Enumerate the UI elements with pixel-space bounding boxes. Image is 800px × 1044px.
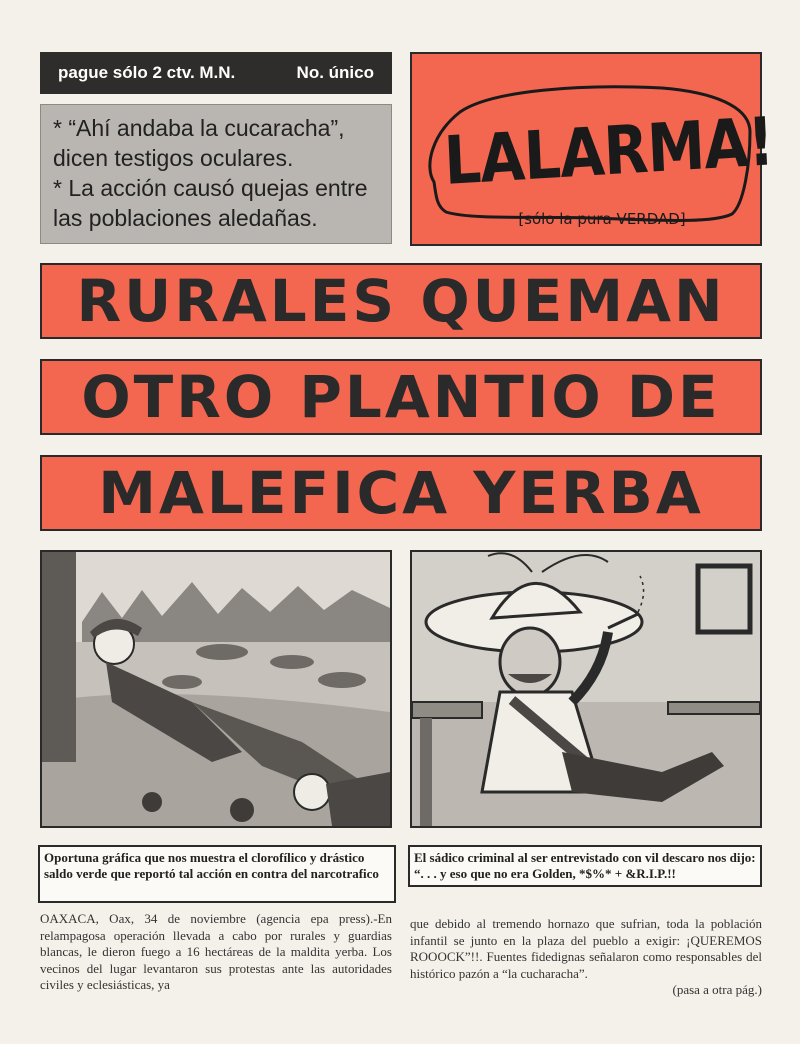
quote-line-2: dicen testigos oculares. [53,145,294,171]
illustration-burned-field [40,550,392,828]
quote-line-1: * “Ahí andaba la cucaracha”, [53,115,345,141]
headline-line-3: MALEFICA YERBA [40,455,762,531]
headline-line-1: RURALES QUEMAN [40,263,762,339]
price-bar [40,52,392,94]
caption-left: Oportuna gráfica que nos muestra el clorofílico y drástico saldo verde que reportó tal acción en contra del narcotrafico [38,845,396,903]
masthead [410,52,775,246]
article-column-right [410,916,762,999]
article-right-text: que debido al tremendo hornazo que sufrian, toda la población infantil se junto en la plaza del pueblo a exigir: ¡QUEREMOS ROOOCK”!!. Fuentes fidedignas señalaron como responsables del histórico pazón a “la cucharacha”. [410,916,762,981]
issue-number: No. único [296,63,374,82]
quote-line-3: * La acción causó quejas entre [53,175,368,201]
caption-right: El sádico criminal al ser entrevistado con vil descaro nos dijo: “. . . y eso que no era Golden, *$%* + &R.I.P.!! [408,845,762,887]
continued-note: (pasa a otra pág.) [672,982,762,997]
article-column-left: OAXACA, Oax, 34 de noviembre (agencia epa press).-En relampagosa operación llevada a cabo por rurales y guardias blancas, le dieron fuego a 16 hectáreas de la maldita yerba. Los vecinos del lugar levantaron sus protestas ante las autoridades civiles y eclesiásticas, ya [40,911,392,992]
illustration-cockroach-bandit [410,550,762,828]
logo: LALARMA! [442,102,775,201]
quote-line-4: las poblaciones aledañas. [53,205,318,231]
headline-line-2: OTRO PLANTIO DE [40,359,762,435]
price-label: pague sólo 2 ctv. M.N. [58,63,236,82]
tagline: [sólo la pura VERDAD] [518,210,686,228]
quote-box [40,104,392,244]
